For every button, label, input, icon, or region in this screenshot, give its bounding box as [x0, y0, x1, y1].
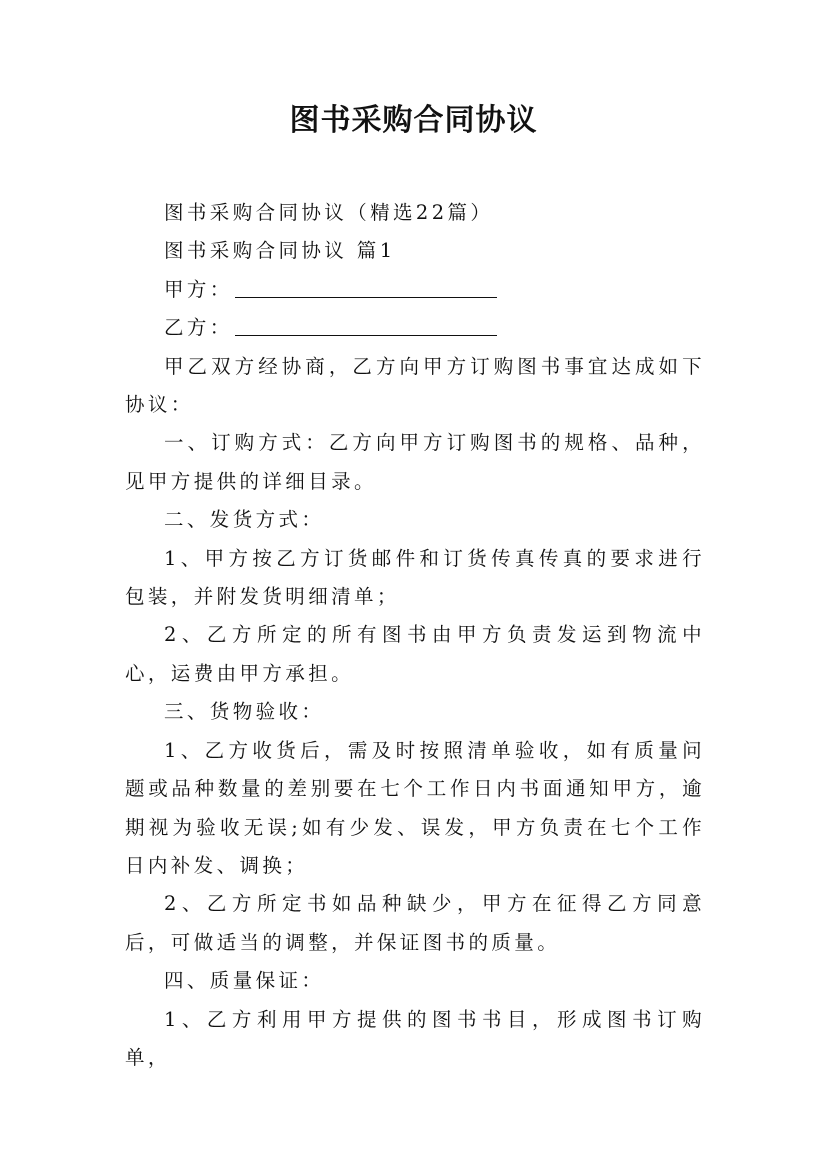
paragraph: 2、乙方所定书如品种缺少，甲方在征得乙方同意后，可做适当的调整，并保证图书的质量。 — [125, 892, 705, 954]
party-b-label: 乙方： — [164, 316, 233, 340]
paragraph: 三、货物验收： — [164, 700, 325, 724]
paragraph: 1、乙方利用甲方提供的图书书目，形成图书订购单， — [125, 1007, 705, 1069]
party-a-blank — [235, 277, 497, 298]
party-a-label: 甲方： — [164, 277, 233, 301]
paragraph: 一、订购方式：乙方向甲方订购图书的规格、品种，见甲方提供的详细目录。 — [125, 431, 705, 493]
paragraph: 2、乙方所定的所有图书由甲方负责发运到物流中心，运费由甲方承担。 — [125, 623, 705, 685]
paragraph: 1、乙方收货后，需及时按照清单验收，如有质量问题或品种数量的差别要在七个工作日内书面通知甲方，逾期视为验收无误;如有少发、误发，甲方负责在七个工作日内补发、调换； — [125, 738, 705, 877]
document-body — [125, 194, 705, 1077]
paragraph: 1、甲方按乙方订货邮件和订货传真传真的要求进行包装，并附发货明细清单； — [125, 546, 705, 609]
party-a-line — [125, 271, 705, 309]
paragraph: 四、质量保证： — [164, 969, 325, 993]
section-heading: 图书采购合同协议 篇1 — [164, 239, 396, 263]
paragraph: 二、发货方式： — [164, 508, 325, 532]
party-b-line — [125, 309, 705, 347]
party-b-blank — [235, 316, 497, 337]
document-title: 图书采购合同协议 — [289, 103, 538, 138]
paragraph: 甲乙双方经协商，乙方向甲方订购图书事宜达成如下协议： — [125, 354, 705, 417]
subtitle-paragraph: 图书采购合同协议（精选22篇） — [164, 201, 494, 224]
